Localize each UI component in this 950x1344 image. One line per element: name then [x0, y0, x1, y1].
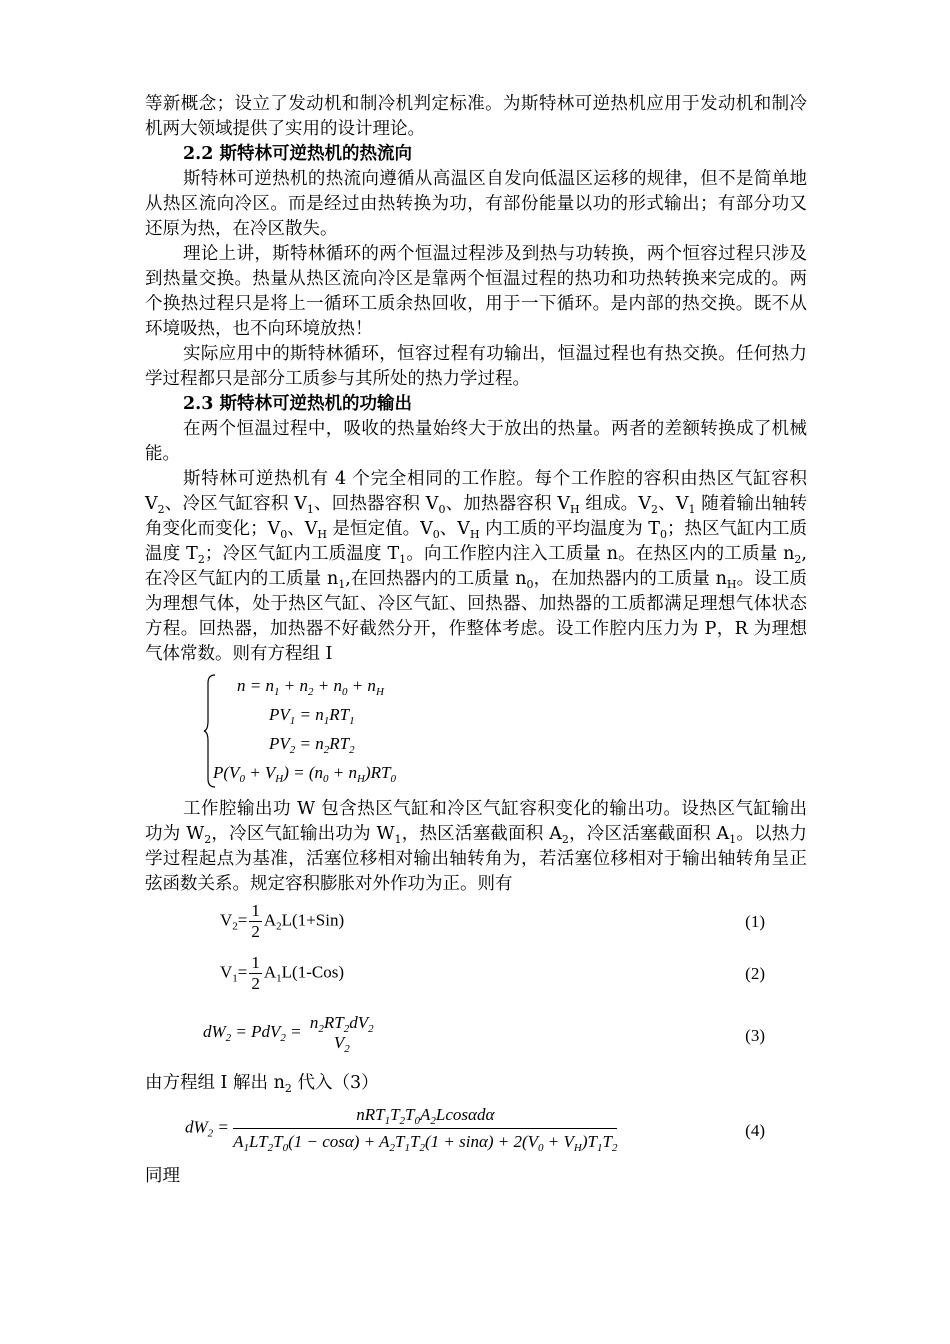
paragraph: 实际应用中的斯特林循环，恒容过程有功输出，恒温过程也有热交换。任何热力学过程都只是部分工质参与其所处的热力学过程。 [145, 344, 807, 389]
paragraph-working-chamber: 斯特林可逆热机有 4 个完全相同的工作腔。每个工作腔的容积由热区气缸容积 $V_2$、冷区气缸容积 $V_1$、回热器容积 $V_0$、加热器容积 $V_H$ 组成。$V_2$、$V_1$ 随着输出轴转角变化而变化；$V_0$、$V_H$ 是恒定值。$V_0$、$V_H$ 内工质的平均温度为 $T_0$；热区气缸内工质温度 $T_2$；冷区气缸内工质温度 $T_1$。向工作腔内注入工质量 n。在热区内的工质量 $n_2$,在冷区气缸内的工质量 $n_1$,在回热器内的工质量 $n_0$，在加热器内的工质量 $n_H$。设工质为理想气体，处于热区气缸、冷区气缸、回热器、加热器的工质都满足理想气体状态方程。回热器，加热器不好截然分开，作整体考虑。设工作腔内压力为 P，R 为理想气体常数。则有方程组 I [145, 469, 808, 664]
equation-number: (3) [745, 1026, 765, 1045]
equation-body: $dW_2 = PdV_2$ = $n_2RT_2dV_2$ $V_2$ [203, 1013, 374, 1055]
equation-line: $PV_1 = n_1RT_1$ [269, 705, 355, 727]
equation-4 [145, 1100, 807, 1164]
equation-number: (2) [745, 964, 765, 983]
equation-body: $V_1=$ $\frac{1}{2}$ $A_1L(1-Cos)$ [220, 953, 344, 993]
equation-line: $P(V_0 + V_H) = (n_0 + n_H)RT_0$ [213, 763, 396, 785]
paragraph: 斯特林可逆热机的热流向遵循从高温区自发向低温区运移的规律，但不是简单地从热区流向冷区。而是经过由热转换为功，有部份能量以功的形式输出；有部分功又还原为热，在冷区散失。 [145, 169, 807, 239]
paragraph-text: 工作腔输出功 W 包含热区气缸和冷区气缸容积变化的输出功。设热区气缸输出功为 W [145, 799, 807, 844]
paragraph-text: 代入（3） [291, 1073, 379, 1093]
paragraph: 理论上讲，斯特林循环的两个恒温过程涉及到热与功转换，两个恒容过程只涉及到热量交换。热量从热区流向冷区是靠两个恒温过程的热功和功热转换来完成的。两个换热过程只是将上一循环工质余热回收，用于一下循环。是内部的热交换。既不从环境吸热，也不向环境放热！ [145, 244, 807, 339]
equation-system-I [203, 673, 503, 791]
document-page [145, 92, 807, 1189]
equation-3 [145, 1009, 807, 1071]
equation-2 [145, 949, 807, 1009]
equation-number: (4) [745, 1121, 765, 1140]
equation-1 [145, 897, 807, 949]
equation-line: $PV_2 = n_2RT_2$ [269, 734, 355, 756]
paragraph: 同理 [145, 1166, 180, 1186]
paragraph-text: 由方程组 I 解出 n [145, 1073, 285, 1093]
paragraph: 在两个恒温过程中，吸收的热量始终大于放出的热量。两者的差额转换成了机械能。 [145, 419, 807, 464]
paragraph-work-output: 工作腔输出功 W 包含热区气缸和冷区气缸容积变化的输出功。设热区气缸输出功为 $W_2$，冷区气缸输出功为 $W_1$，热区活塞截面积 $A_2$，冷区活塞截面积 $A_1$。以热力学过程起点为基准，活塞位移相对输出轴转角为，若活塞位移相对于输出轴转角呈正弦函数关系。规定容积膨胀对外作功为正。则有 [145, 799, 808, 894]
paragraph: 由方程组 I 解出 $n_2$ 代入（3） [145, 1073, 379, 1095]
section-heading-2-2: 2.2 斯特林可逆热机的热流向 [183, 144, 413, 164]
equation-body: $dW_2$ = $nRT_1T_2T_0A_2Lcos\alpha d\alpha$ $A_1LT_2T_0(1 - \cos\alpha) + A_2T_1T_2(1 + \sin\alpha) + 2(V_0 + V_H)T_1T_2$ [185, 1105, 618, 1154]
section-heading-2-3: 2.3 斯特林可逆热机的功输出 [183, 394, 413, 414]
equation-body: $V_2=$ $\frac{1}{2}$ $A_2L(1+Sin)$ [220, 901, 345, 941]
paragraph: 等新概念；设立了发动机和制冷机判定标准。为斯特林可逆热机应用于发动机和制冷机两大领域提供了实用的设计理论。 [145, 94, 807, 139]
equation-number: (1) [745, 912, 765, 931]
equation-line: $n = n_1 + n_2 + n_0 + n_H$ [237, 676, 384, 698]
